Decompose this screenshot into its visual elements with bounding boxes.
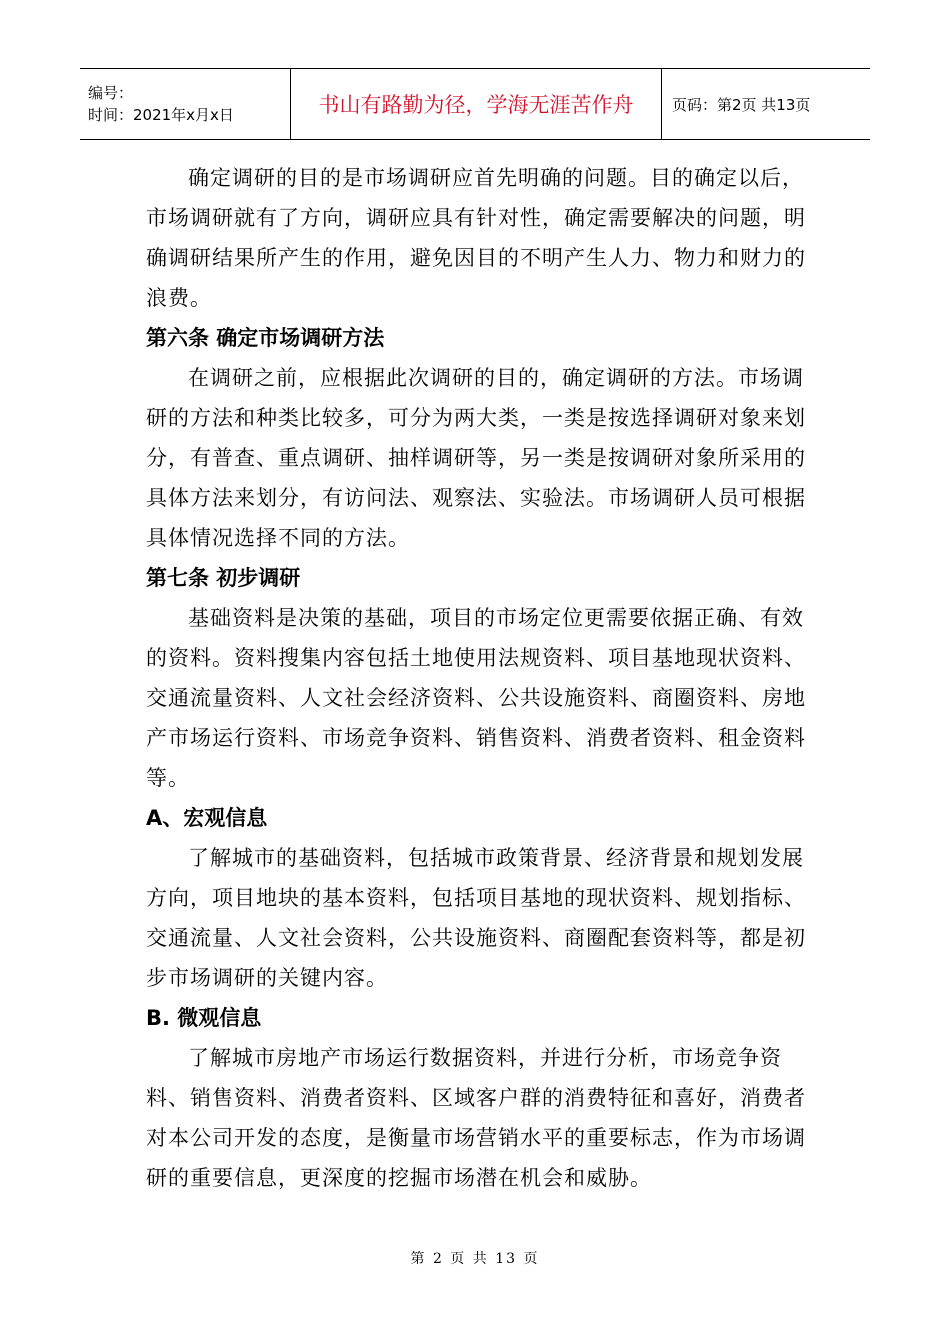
subsection-heading: B. 微观信息 [146,1006,262,1030]
paragraph: 基础资料是决策的基础，项目的市场定位更需要依据正确、有效的资料。资料搜集内容包括土地使用法规资料、项目基地现状资料、交通流量资料、人文社会经济资料、公共设施资料、商圈资料、房地产市场运行资料、市场竞争资料、销售资料、消费者资料、租金资料等。 [146,606,806,790]
page-header [80,68,870,140]
motto: 书山有路勤为径，学海无涯苦作舟 [318,93,634,117]
paragraph: 了解城市房地产市场运行数据资料，并进行分析，市场竞争资料、销售资料、消费者资料、区域客户群的消费特征和喜好，消费者对本公司开发的态度，是衡量市场营销水平的重要标志，作为市场调研的重要信息，更深度的挖掘市场潜在机会和威胁。 [146,1046,806,1190]
paragraph: 了解城市的基础资料，包括城市政策背景、经济背景和规划发展方向，项目地块的基本资料，包括项目基地的现状资料、规划指标、交通流量、人文社会资料，公共设施资料、商圈配套资料等，都是初步市场调研的关键内容。 [146,846,806,990]
section-heading: 第六条 确定市场调研方法 [146,326,385,350]
subsection-heading: A、宏观信息 [146,806,268,830]
header-meta [80,69,291,139]
header-page-cell [662,69,870,139]
document-body [146,158,806,1198]
paragraph: 确定调研的目的是市场调研应首先明确的问题。目的确定以后，市场调研就有了方向，调研应具有针对性，确定需要解决的问题，明确调研结果所产生的作用，避免因目的不明产生人力、物力和财力的浪费。 [146,166,806,310]
number-label: 编号： [88,84,134,102]
paragraph: 在调研之前，应根据此次调研的目的，确定调研的方法。市场调研的方法和种类比较多，可分为两大类，一类是按选择调研对象来划分，有普查、重点调研、抽样调研等，另一类是按调研对象所采用的具体方法来划分，有访问法、观察法、实验法。市场调研人员可根据具体情况选择不同的方法。 [146,366,806,550]
page-footer: 第 2 页 共 13 页 [410,1251,540,1267]
section-heading: 第七条 初步调研 [146,566,301,590]
page-info: 页码：第2页 共13页 [672,95,811,114]
time-label: 时间：2021年x月x日 [88,106,234,124]
header-motto-cell [291,69,662,139]
